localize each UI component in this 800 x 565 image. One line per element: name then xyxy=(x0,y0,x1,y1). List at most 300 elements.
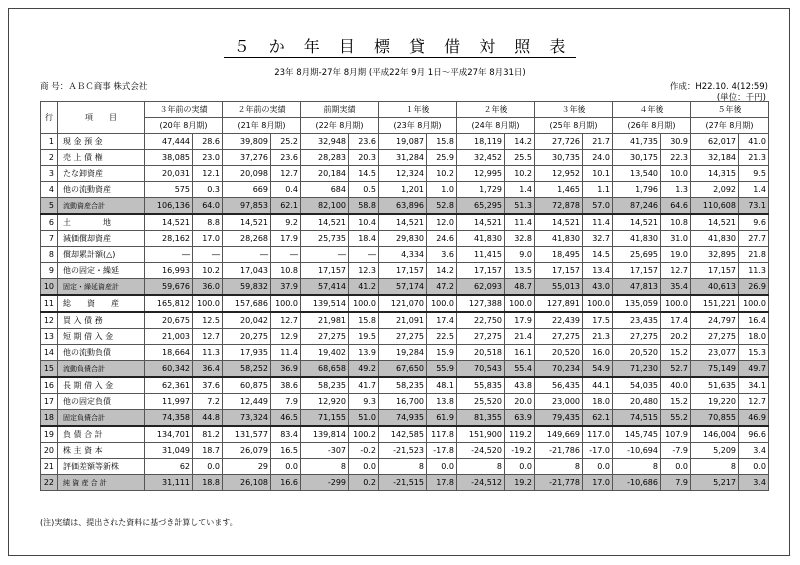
row-number: 20 xyxy=(41,443,58,459)
amount-cell: 29 xyxy=(223,459,271,475)
row-item-label: 他の固定負債 xyxy=(58,394,145,410)
table-row xyxy=(41,295,769,312)
ratio-cell: 46.5 xyxy=(271,410,301,427)
amount-cell: 19,284 xyxy=(379,345,427,361)
amount-cell: 31,111 xyxy=(145,475,193,491)
amount-cell: 8 xyxy=(301,459,349,475)
amount-cell: 32,895 xyxy=(691,247,739,263)
amount-cell: -21,786 xyxy=(535,443,583,459)
ratio-cell: 1.3 xyxy=(661,182,691,198)
amount-cell: 16,993 xyxy=(145,263,193,279)
ratio-cell: 100.0 xyxy=(505,295,535,312)
ratio-cell: 12.0 xyxy=(427,214,457,231)
ratio-cell: 41.2 xyxy=(349,279,379,296)
table-row xyxy=(41,394,769,410)
row-number: 18 xyxy=(41,410,58,427)
amount-cell: 28,268 xyxy=(223,231,271,247)
amount-cell: 62 xyxy=(145,459,193,475)
amount-cell: 8 xyxy=(535,459,583,475)
ratio-cell: 0.0 xyxy=(505,459,535,475)
ratio-cell: 3.4 xyxy=(739,475,769,491)
ratio-cell: 20.2 xyxy=(661,329,691,345)
table-row xyxy=(41,426,769,443)
row-number: 3 xyxy=(41,166,58,182)
ratio-cell: 16.1 xyxy=(505,345,535,361)
amount-cell: 57,414 xyxy=(301,279,349,296)
row-number: 22 xyxy=(41,475,58,491)
ratio-cell: ― xyxy=(271,247,301,263)
amount-cell: 57,174 xyxy=(379,279,427,296)
amount-cell: 37,276 xyxy=(223,150,271,166)
ratio-cell: -19.2 xyxy=(505,443,535,459)
amount-cell: 27,275 xyxy=(535,329,583,345)
amount-cell: 47,444 xyxy=(145,134,193,150)
ratio-cell: 30.9 xyxy=(661,134,691,150)
amount-cell: 12,449 xyxy=(223,394,271,410)
amount-cell: -21,515 xyxy=(379,475,427,491)
ratio-cell: 14.2 xyxy=(427,263,457,279)
ratio-cell: 15.2 xyxy=(661,394,691,410)
ratio-cell: 13.4 xyxy=(583,263,613,279)
ratio-cell: 12.1 xyxy=(193,166,223,182)
amount-cell: 1,796 xyxy=(613,182,661,198)
ratio-cell: 0.2 xyxy=(349,475,379,491)
amount-cell: 21,003 xyxy=(145,329,193,345)
ratio-cell: 51.3 xyxy=(505,198,535,215)
ratio-cell: 32.7 xyxy=(583,231,613,247)
row-item-label: 売 上 債 権 xyxy=(58,150,145,166)
row-number: 9 xyxy=(41,263,58,279)
ratio-cell: 12.7 xyxy=(739,394,769,410)
amount-cell: -10,694 xyxy=(613,443,661,459)
amount-cell: 40,613 xyxy=(691,279,739,296)
amount-cell: 28,283 xyxy=(301,150,349,166)
header-period-sub-4: (23年 8月期) xyxy=(379,118,457,134)
ratio-cell: 44.1 xyxy=(583,377,613,394)
row-item-label: 他の固定・繰延 xyxy=(58,263,145,279)
ratio-cell: 17.5 xyxy=(583,312,613,329)
ratio-cell: 32.8 xyxy=(505,231,535,247)
ratio-cell: 15.8 xyxy=(427,134,457,150)
amount-cell: -21,778 xyxy=(535,475,583,491)
amount-cell: 41,830 xyxy=(535,231,583,247)
amount-cell: 27,275 xyxy=(379,329,427,345)
ratio-cell: 83.4 xyxy=(271,426,301,443)
ratio-cell: 55.4 xyxy=(505,361,535,378)
amount-cell: 14,521 xyxy=(301,214,349,231)
amount-cell: 71,230 xyxy=(613,361,661,378)
header-period-sub-6: (25年 8月期) xyxy=(535,118,613,134)
ratio-cell: 58.8 xyxy=(349,198,379,215)
header-period-6: ３年後 xyxy=(535,102,613,118)
row-number: 13 xyxy=(41,329,58,345)
table-row xyxy=(41,263,769,279)
ratio-cell: 119.2 xyxy=(505,426,535,443)
ratio-cell: 18.4 xyxy=(349,231,379,247)
amount-cell: 55,835 xyxy=(457,377,505,394)
ratio-cell: 12.9 xyxy=(271,329,301,345)
ratio-cell: 10.2 xyxy=(505,166,535,182)
ratio-cell: -0.2 xyxy=(349,443,379,459)
amount-cell: 17,157 xyxy=(301,263,349,279)
ratio-cell: 107.9 xyxy=(661,426,691,443)
table-row xyxy=(41,134,769,150)
ratio-cell: 52.8 xyxy=(427,198,457,215)
ratio-cell: 0.4 xyxy=(271,182,301,198)
amount-cell: 14,521 xyxy=(457,214,505,231)
amount-cell: 26,079 xyxy=(223,443,271,459)
amount-cell: 19,087 xyxy=(379,134,427,150)
amount-cell: 12,920 xyxy=(301,394,349,410)
header-period-1: ３年前の実績 xyxy=(145,102,223,118)
table-row xyxy=(41,214,769,231)
amount-cell: 60,875 xyxy=(223,377,271,394)
table-row xyxy=(41,361,769,378)
ratio-cell: 7.9 xyxy=(271,394,301,410)
amount-cell: 74,358 xyxy=(145,410,193,427)
amount-cell: 20,518 xyxy=(457,345,505,361)
amount-cell: 70,855 xyxy=(691,410,739,427)
amount-cell: 2,092 xyxy=(691,182,739,198)
amount-cell: 59,832 xyxy=(223,279,271,296)
ratio-cell: 41.0 xyxy=(739,134,769,150)
amount-cell: 8 xyxy=(691,459,739,475)
header-period-sub-3: (22年 8月期) xyxy=(301,118,379,134)
ratio-cell: 100.0 xyxy=(193,295,223,312)
row-item-label: 固定・繰延資産計 xyxy=(58,279,145,296)
row-number: 7 xyxy=(41,231,58,247)
amount-cell: 82,100 xyxy=(301,198,349,215)
amount-cell: 12,324 xyxy=(379,166,427,182)
report-title-text: ５ か 年 目 標 貸 借 対 照 表 xyxy=(224,37,577,58)
ratio-cell: 51.0 xyxy=(349,410,379,427)
ratio-cell: 1.4 xyxy=(739,182,769,198)
ratio-cell: 31.0 xyxy=(661,231,691,247)
ratio-cell: 11.3 xyxy=(739,263,769,279)
amount-cell: 127,388 xyxy=(457,295,505,312)
table-header-row xyxy=(41,102,769,118)
amount-cell: 22,439 xyxy=(535,312,583,329)
ratio-cell: 37.9 xyxy=(271,279,301,296)
ratio-cell: 41.7 xyxy=(349,377,379,394)
row-item-label: 流動負債合計 xyxy=(58,361,145,378)
table-row xyxy=(41,166,769,182)
ratio-cell: 7.2 xyxy=(193,394,223,410)
ratio-cell: 0.0 xyxy=(739,459,769,475)
ratio-cell: 47.2 xyxy=(427,279,457,296)
amount-cell: 13,540 xyxy=(613,166,661,182)
amount-cell: 63,896 xyxy=(379,198,427,215)
amount-cell: 106,136 xyxy=(145,198,193,215)
ratio-cell: 17.9 xyxy=(505,312,535,329)
table-row xyxy=(41,247,769,263)
amount-cell: 17,157 xyxy=(457,263,505,279)
row-number: 14 xyxy=(41,345,58,361)
ratio-cell: 55.9 xyxy=(427,361,457,378)
amount-cell: 27,275 xyxy=(691,329,739,345)
ratio-cell: 0.0 xyxy=(583,459,613,475)
ratio-cell: 117.8 xyxy=(427,426,457,443)
table-row xyxy=(41,475,769,491)
table-body xyxy=(41,134,769,491)
amount-cell: 14,521 xyxy=(223,214,271,231)
created-timestamp: 作成：H22.10. 4(12:59) xyxy=(669,82,768,92)
amount-cell: 81,355 xyxy=(457,410,505,427)
ratio-cell: 9.2 xyxy=(271,214,301,231)
amount-cell: 20,275 xyxy=(223,329,271,345)
row-number: 12 xyxy=(41,312,58,329)
amount-cell: 19,402 xyxy=(301,345,349,361)
amount-cell: 22,750 xyxy=(457,312,505,329)
header-period-3: 前期実績 xyxy=(301,102,379,118)
ratio-cell: -17.0 xyxy=(583,443,613,459)
row-item-label: 買 入 債 務 xyxy=(58,312,145,329)
amount-cell: 149,669 xyxy=(535,426,583,443)
row-item-label: 評価差額等新株 xyxy=(58,459,145,475)
ratio-cell: 14.5 xyxy=(583,247,613,263)
ratio-cell: 21.3 xyxy=(583,329,613,345)
ratio-cell: 100.0 xyxy=(583,295,613,312)
amount-cell: 145,745 xyxy=(613,426,661,443)
amount-cell: 51,635 xyxy=(691,377,739,394)
ratio-cell: 48.7 xyxy=(505,279,535,296)
amount-cell: 139,814 xyxy=(301,426,349,443)
amount-cell: 59,676 xyxy=(145,279,193,296)
amount-cell: 58,252 xyxy=(223,361,271,378)
ratio-cell: 15.8 xyxy=(349,312,379,329)
header-period-4: １年後 xyxy=(379,102,457,118)
ratio-cell: 24.6 xyxy=(427,231,457,247)
amount-cell: 16,700 xyxy=(379,394,427,410)
ratio-cell: 55.2 xyxy=(661,410,691,427)
row-item-label: 償却累計額(△) xyxy=(58,247,145,263)
amount-cell: 14,521 xyxy=(691,214,739,231)
ratio-cell: 10.2 xyxy=(193,263,223,279)
ratio-cell: 18.8 xyxy=(193,475,223,491)
amount-cell: 18,495 xyxy=(535,247,583,263)
ratio-cell: 34.1 xyxy=(739,377,769,394)
ratio-cell: 19.5 xyxy=(349,329,379,345)
ratio-cell: 15.2 xyxy=(661,345,691,361)
row-number: 1 xyxy=(41,134,58,150)
amount-cell: 151,900 xyxy=(457,426,505,443)
ratio-cell: 23.6 xyxy=(349,134,379,150)
ratio-cell: 81.2 xyxy=(193,426,223,443)
amount-cell: 575 xyxy=(145,182,193,198)
amount-cell: -21,523 xyxy=(379,443,427,459)
amount-cell: 18,119 xyxy=(457,134,505,150)
amount-cell: 17,157 xyxy=(535,263,583,279)
ratio-cell: 13.8 xyxy=(427,394,457,410)
ratio-cell: 12.5 xyxy=(193,312,223,329)
amount-cell: ― xyxy=(223,247,271,263)
amount-cell: 79,435 xyxy=(535,410,583,427)
ratio-cell: ― xyxy=(193,247,223,263)
ratio-cell: 12.7 xyxy=(193,329,223,345)
company-name: 商 号：ＡＢＣ商事 株式会社 xyxy=(40,82,148,92)
amount-cell: 17,157 xyxy=(691,263,739,279)
ratio-cell: 21.7 xyxy=(583,134,613,150)
amount-cell: 17,043 xyxy=(223,263,271,279)
table-row xyxy=(41,410,769,427)
ratio-cell: 10.4 xyxy=(349,214,379,231)
ratio-cell: 0.5 xyxy=(349,182,379,198)
ratio-cell: 26.9 xyxy=(739,279,769,296)
amount-cell: 14,521 xyxy=(613,214,661,231)
row-number: 11 xyxy=(41,295,58,312)
header-row-number: 行 xyxy=(41,102,58,134)
ratio-cell: 16.0 xyxy=(583,345,613,361)
amount-cell: 121,070 xyxy=(379,295,427,312)
row-number: 8 xyxy=(41,247,58,263)
row-item-label: 総 資 産 xyxy=(58,295,145,312)
row-number: 10 xyxy=(41,279,58,296)
amount-cell: 65,295 xyxy=(457,198,505,215)
ratio-cell: 11.4 xyxy=(583,214,613,231)
amount-cell: 31,284 xyxy=(379,150,427,166)
header-period-sub-2: (21年 8月期) xyxy=(223,118,301,134)
row-item-label: 純 資 産 合 計 xyxy=(58,475,145,491)
ratio-cell: 9.0 xyxy=(505,247,535,263)
table-row xyxy=(41,198,769,215)
header-period-sub-5: (24年 8月期) xyxy=(457,118,535,134)
ratio-cell: 25.2 xyxy=(271,134,301,150)
amount-cell: -307 xyxy=(301,443,349,459)
ratio-cell: 9.5 xyxy=(739,166,769,182)
ratio-cell: 40.0 xyxy=(661,377,691,394)
amount-cell: 56,435 xyxy=(535,377,583,394)
ratio-cell: -17.8 xyxy=(427,443,457,459)
amount-cell: 18,664 xyxy=(145,345,193,361)
ratio-cell: 12.7 xyxy=(661,263,691,279)
amount-cell: 21,091 xyxy=(379,312,427,329)
ratio-cell: 13.5 xyxy=(505,263,535,279)
amount-cell: 17,157 xyxy=(613,263,661,279)
amount-cell: 54,035 xyxy=(613,377,661,394)
ratio-cell: 0.0 xyxy=(193,459,223,475)
ratio-cell: 62.1 xyxy=(583,410,613,427)
row-number: 17 xyxy=(41,394,58,410)
amount-cell: 38,085 xyxy=(145,150,193,166)
amount-cell: 20,520 xyxy=(535,345,583,361)
ratio-cell: 54.9 xyxy=(583,361,613,378)
amount-cell: 27,726 xyxy=(535,134,583,150)
header-period-sub-8: (27年 8月期) xyxy=(691,118,769,134)
amount-cell: 73,324 xyxy=(223,410,271,427)
amount-cell: 26,108 xyxy=(223,475,271,491)
ratio-cell: 63.9 xyxy=(505,410,535,427)
ratio-cell: 28.6 xyxy=(193,134,223,150)
ratio-cell: 23.0 xyxy=(193,150,223,166)
row-item-label: 他の流動資産 xyxy=(58,182,145,198)
row-number: 16 xyxy=(41,377,58,394)
amount-cell: 11,415 xyxy=(457,247,505,263)
ratio-cell: 11.4 xyxy=(505,214,535,231)
header-period-5: ２年後 xyxy=(457,102,535,118)
ratio-cell: 1.4 xyxy=(505,182,535,198)
ratio-cell: 17.0 xyxy=(583,475,613,491)
row-item-label: 負 債 合 計 xyxy=(58,426,145,443)
amount-cell: 24,797 xyxy=(691,312,739,329)
row-item-label: 短 期 借 入 金 xyxy=(58,329,145,345)
ratio-cell: 100.2 xyxy=(349,426,379,443)
ratio-cell: 17.4 xyxy=(661,312,691,329)
amount-cell: 27,275 xyxy=(301,329,349,345)
ratio-cell: 22.3 xyxy=(661,150,691,166)
ratio-cell: 16.4 xyxy=(739,312,769,329)
amount-cell: 20,520 xyxy=(613,345,661,361)
amount-cell: 19,220 xyxy=(691,394,739,410)
amount-cell: 5,217 xyxy=(691,475,739,491)
ratio-cell: 61.9 xyxy=(427,410,457,427)
ratio-cell: 9.6 xyxy=(739,214,769,231)
amount-cell: 134,701 xyxy=(145,426,193,443)
amount-cell: 20,042 xyxy=(223,312,271,329)
amount-cell: 32,948 xyxy=(301,134,349,150)
amount-cell: 87,246 xyxy=(613,198,661,215)
unit-label: (単位：千円) xyxy=(716,93,766,103)
ratio-cell: 12.7 xyxy=(271,166,301,182)
amount-cell: 146,004 xyxy=(691,426,739,443)
amount-cell: 67,650 xyxy=(379,361,427,378)
amount-cell: 8 xyxy=(457,459,505,475)
amount-cell: 28,162 xyxy=(145,231,193,247)
ratio-cell: 37.6 xyxy=(193,377,223,394)
amount-cell: 41,830 xyxy=(691,231,739,247)
amount-cell: 14,315 xyxy=(691,166,739,182)
ratio-cell: 36.9 xyxy=(271,361,301,378)
row-number: 15 xyxy=(41,361,58,378)
ratio-cell: 14.5 xyxy=(349,166,379,182)
ratio-cell: -7.9 xyxy=(661,443,691,459)
row-number: 6 xyxy=(41,214,58,231)
amount-cell: 131,577 xyxy=(223,426,271,443)
amount-cell: 8 xyxy=(379,459,427,475)
ratio-cell: 11.3 xyxy=(193,345,223,361)
amount-cell: 151,221 xyxy=(691,295,739,312)
amount-cell: 55,013 xyxy=(535,279,583,296)
row-item-label: 他の流動負債 xyxy=(58,345,145,361)
ratio-cell: 21.3 xyxy=(739,150,769,166)
amount-cell: 127,891 xyxy=(535,295,583,312)
row-number: 2 xyxy=(41,150,58,166)
ratio-cell: 49.2 xyxy=(349,361,379,378)
ratio-cell: 20.0 xyxy=(505,394,535,410)
ratio-cell: 9.3 xyxy=(349,394,379,410)
ratio-cell: 96.6 xyxy=(739,426,769,443)
table-row xyxy=(41,345,769,361)
ratio-cell: 0.3 xyxy=(193,182,223,198)
ratio-cell: 17.9 xyxy=(271,231,301,247)
table-row xyxy=(41,329,769,345)
ratio-cell: 11.4 xyxy=(271,345,301,361)
amount-cell: ― xyxy=(145,247,193,263)
ratio-cell: 0.0 xyxy=(349,459,379,475)
table-row xyxy=(41,312,769,329)
ratio-cell: 16.5 xyxy=(271,443,301,459)
ratio-cell: 1.1 xyxy=(583,182,613,198)
ratio-cell: 25.9 xyxy=(427,150,457,166)
amount-cell: 165,812 xyxy=(145,295,193,312)
ratio-cell: 100.0 xyxy=(271,295,301,312)
ratio-cell: 100.0 xyxy=(739,295,769,312)
ratio-cell: 0.0 xyxy=(661,459,691,475)
report-period: 23年 8月期-27年 8月期 (平成22年 9月 1日～平成27年 8月31日) xyxy=(274,68,526,78)
amount-cell: 14,521 xyxy=(535,214,583,231)
row-item-label: 土 地 xyxy=(58,214,145,231)
amount-cell: 20,184 xyxy=(301,166,349,182)
ratio-cell: 10.8 xyxy=(661,214,691,231)
